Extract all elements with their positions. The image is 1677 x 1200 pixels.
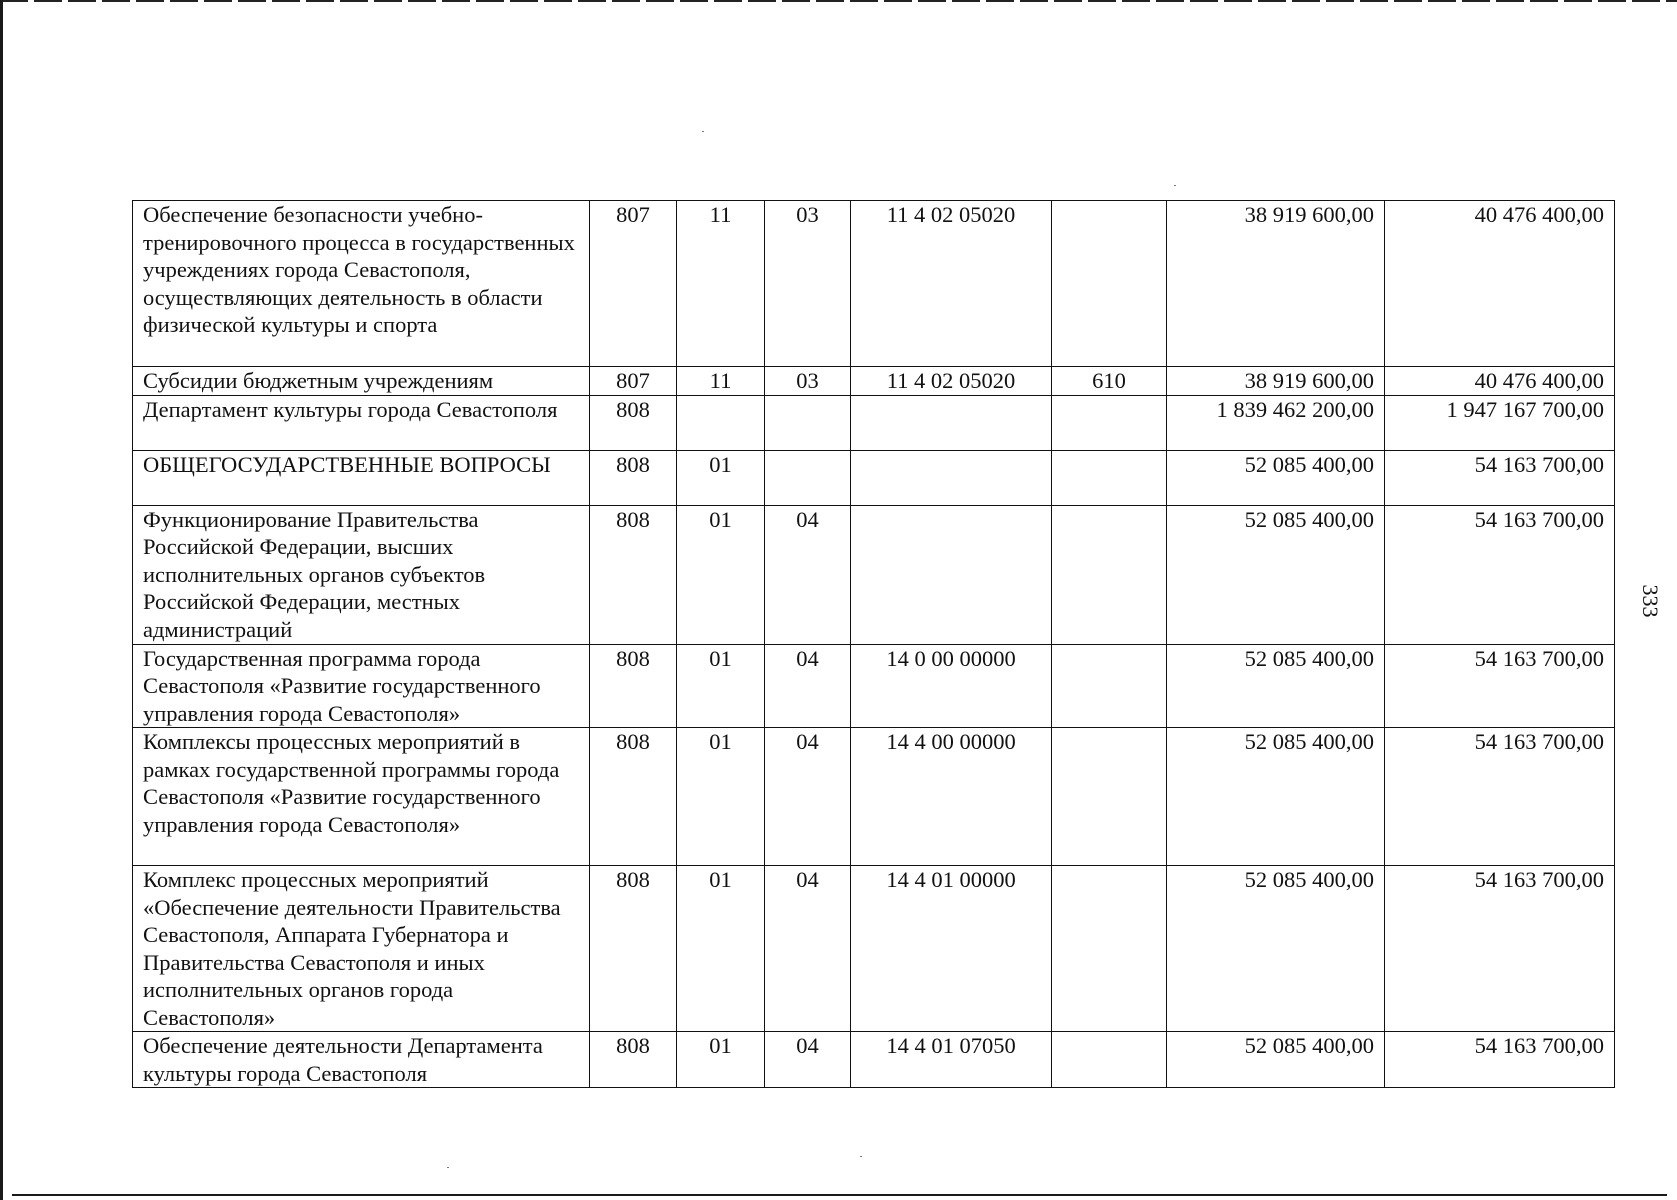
row-razdel: 01: [677, 866, 765, 1032]
scan-speck: [1174, 185, 1176, 186]
row-razdel: [677, 395, 765, 450]
table-row: [133, 450, 1615, 505]
row-podrazdel: 03: [765, 201, 851, 367]
row-vr: [1052, 395, 1167, 450]
scan-bottom-edge: [12, 1194, 1667, 1196]
table-row: [133, 395, 1615, 450]
row-name: Департамент культуры города Севастополя: [133, 395, 590, 450]
table-row: [133, 201, 1615, 367]
budget-table: [132, 200, 1615, 1088]
row-razdel: 01: [677, 644, 765, 728]
row-podrazdel: 03: [765, 367, 851, 396]
table-row: [133, 505, 1615, 644]
row-csr: [851, 505, 1052, 644]
row-csr: [851, 395, 1052, 450]
row-podrazdel: 04: [765, 866, 851, 1032]
row-sum-1: 1 839 462 200,00: [1167, 395, 1385, 450]
row-podrazdel: 04: [765, 728, 851, 866]
row-sum-1: 52 085 400,00: [1167, 1032, 1385, 1088]
row-name: Государственная программа города Севастополя «Развитие государственного управления города Севастополя»: [133, 644, 590, 728]
scan-speck: [702, 131, 704, 132]
row-ved: 808: [590, 728, 677, 866]
row-name: Комплекс процессных мероприятий «Обеспечение деятельности Правительства Севастополя, Аппарата Губернатора и Правительства Севастополя и иных исполнительных органов города Севастополя»: [133, 866, 590, 1032]
row-sum-2: 54 163 700,00: [1385, 866, 1615, 1032]
row-csr: 14 0 00 00000: [851, 644, 1052, 728]
row-csr: [851, 450, 1052, 505]
row-vr: [1052, 505, 1167, 644]
row-podrazdel: 04: [765, 1032, 851, 1088]
row-podrazdel: 04: [765, 505, 851, 644]
row-sum-1: 52 085 400,00: [1167, 866, 1385, 1032]
row-sum-2: 40 476 400,00: [1385, 367, 1615, 396]
row-ved: 807: [590, 201, 677, 367]
table-row: [133, 367, 1615, 396]
row-csr: 11 4 02 05020: [851, 201, 1052, 367]
row-vr: 610: [1052, 367, 1167, 396]
row-ved: 808: [590, 505, 677, 644]
row-ved: 808: [590, 395, 677, 450]
row-name: Комплексы процессных мероприятий в рамках государственной программы города Севастополя «Развитие государственного управления города Севастополя»: [133, 728, 590, 866]
scan-speck: [860, 1156, 862, 1157]
row-razdel: 01: [677, 728, 765, 866]
row-vr: [1052, 866, 1167, 1032]
row-vr: [1052, 450, 1167, 505]
row-csr: 11 4 02 05020: [851, 367, 1052, 396]
page-number: 333: [1638, 584, 1663, 618]
row-csr: 14 4 00 00000: [851, 728, 1052, 866]
row-sum-2: 1 947 167 700,00: [1385, 395, 1615, 450]
row-razdel: 11: [677, 367, 765, 396]
row-vr: [1052, 644, 1167, 728]
row-razdel: 01: [677, 450, 765, 505]
row-sum-2: 54 163 700,00: [1385, 505, 1615, 644]
row-sum-2: 40 476 400,00: [1385, 201, 1615, 367]
scan-top-edge: [0, 0, 1677, 2]
table-row: [133, 728, 1615, 866]
scan-speck: [447, 1167, 449, 1168]
row-sum-1: 38 919 600,00: [1167, 201, 1385, 367]
row-razdel: 01: [677, 505, 765, 644]
row-razdel: 11: [677, 201, 765, 367]
row-ved: 808: [590, 644, 677, 728]
row-razdel: 01: [677, 1032, 765, 1088]
row-sum-1: 52 085 400,00: [1167, 505, 1385, 644]
row-vr: [1052, 1032, 1167, 1088]
row-sum-2: 54 163 700,00: [1385, 728, 1615, 866]
row-vr: [1052, 201, 1167, 367]
row-sum-1: 52 085 400,00: [1167, 644, 1385, 728]
row-name: Функционирование Правительства Российской Федерации, высших исполнительных органов субъектов Российской Федерации, местных администраций: [133, 505, 590, 644]
row-sum-1: 52 085 400,00: [1167, 728, 1385, 866]
row-name: ОБЩЕГОСУДАРСТВЕННЫЕ ВОПРОСЫ: [133, 450, 590, 505]
row-sum-2: 54 163 700,00: [1385, 1032, 1615, 1088]
row-sum-2: 54 163 700,00: [1385, 450, 1615, 505]
row-vr: [1052, 728, 1167, 866]
row-sum-1: 52 085 400,00: [1167, 450, 1385, 505]
row-name: Обеспечение безопасности учебно-тренировочного процесса в государственных учреждениях города Севастополя, осуществляющих деятельность в области физической культуры и спорта: [133, 201, 590, 367]
table-row: [133, 644, 1615, 728]
table-row: [133, 866, 1615, 1032]
row-podrazdel: [765, 395, 851, 450]
row-sum-2: 54 163 700,00: [1385, 644, 1615, 728]
row-ved: 807: [590, 367, 677, 396]
row-name: Субсидии бюджетным учреждениям: [133, 367, 590, 396]
row-name: Обеспечение деятельности Департамента культуры города Севастополя: [133, 1032, 590, 1088]
row-csr: 14 4 01 07050: [851, 1032, 1052, 1088]
scan-left-edge: [0, 0, 3, 1200]
row-csr: 14 4 01 00000: [851, 866, 1052, 1032]
row-ved: 808: [590, 450, 677, 505]
row-ved: 808: [590, 1032, 677, 1088]
table-row: [133, 1032, 1615, 1088]
row-podrazdel: 04: [765, 644, 851, 728]
row-ved: 808: [590, 866, 677, 1032]
row-sum-1: 38 919 600,00: [1167, 367, 1385, 396]
row-podrazdel: [765, 450, 851, 505]
